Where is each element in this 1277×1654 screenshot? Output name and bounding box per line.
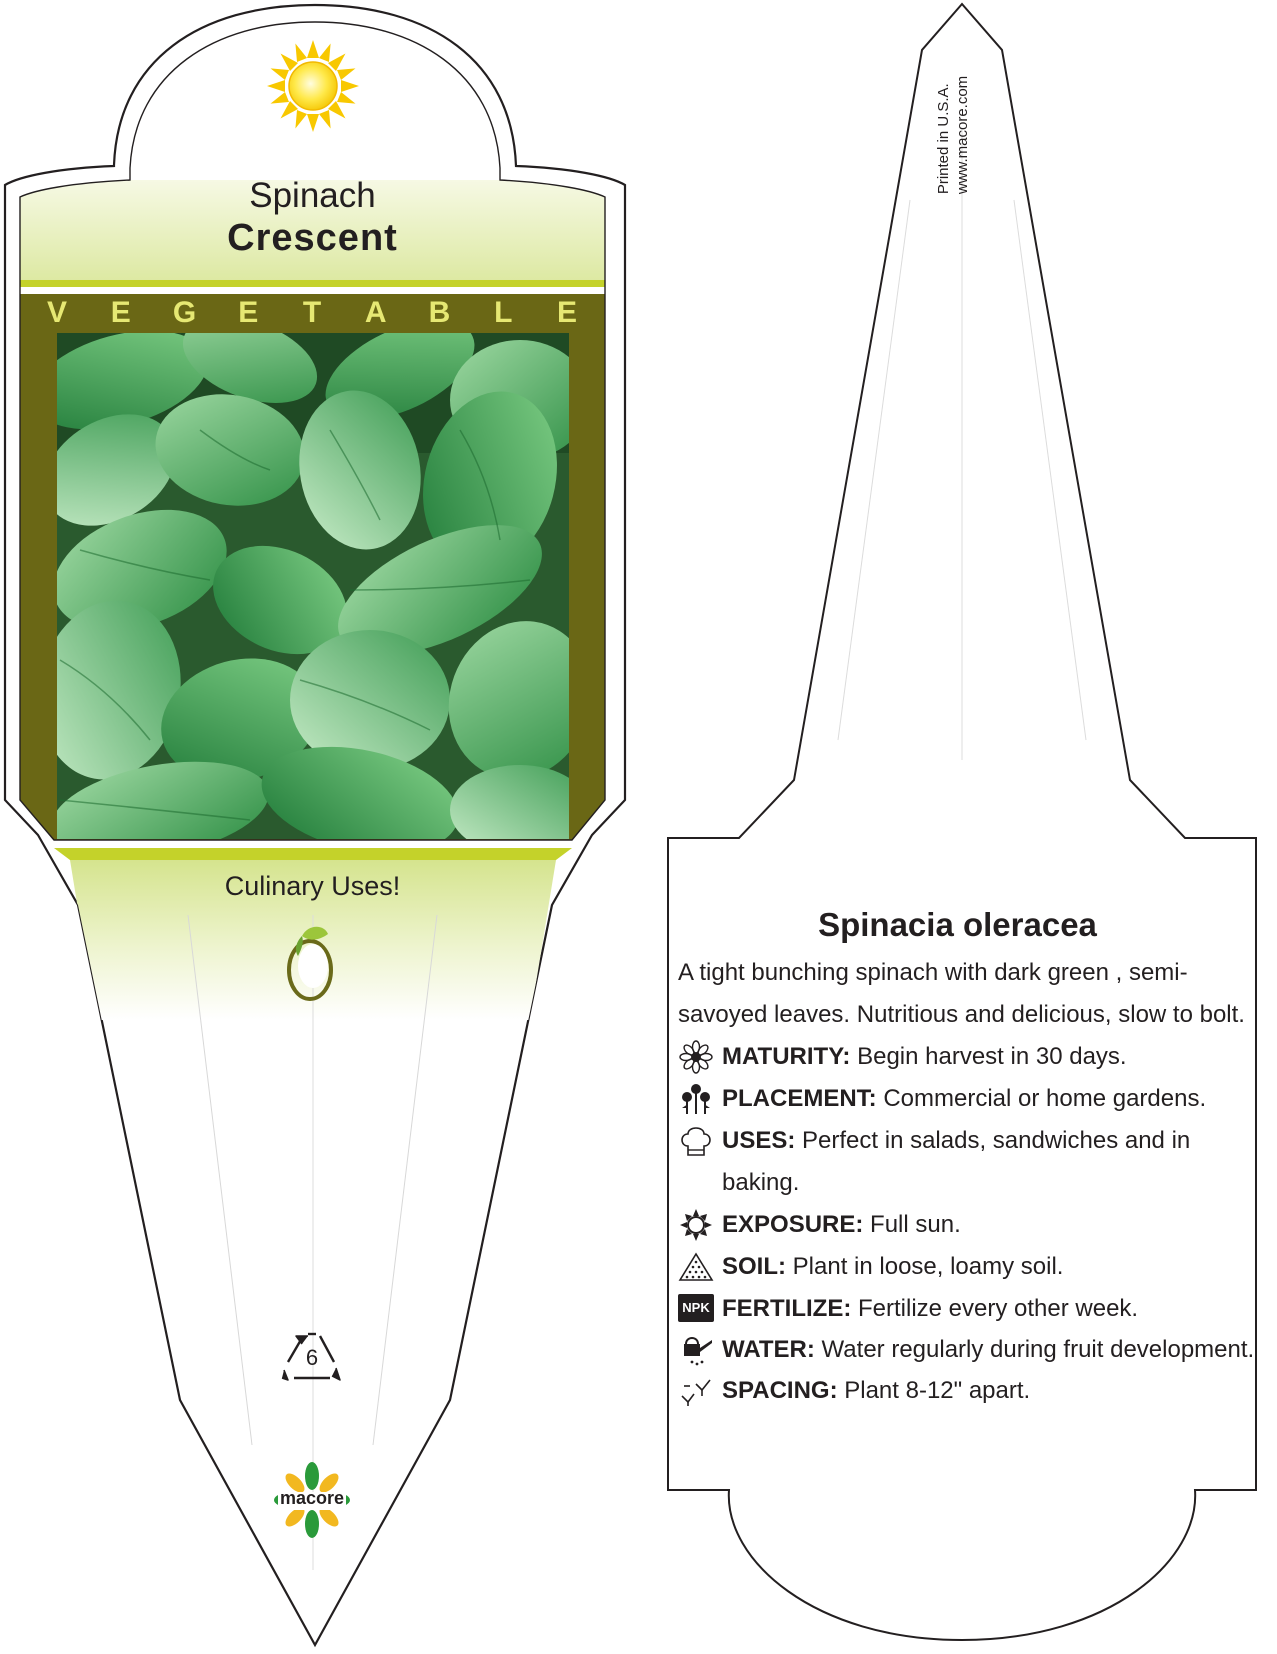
- category-letter: B: [428, 296, 451, 329]
- category-letter: E: [110, 296, 131, 329]
- care-text: Water regularly during fruit development.: [821, 1336, 1255, 1363]
- care-text: Commercial or home gardens.: [883, 1085, 1207, 1112]
- npk-icon: NPK: [678, 1294, 714, 1322]
- care-row-exposure: [678, 1204, 1268, 1246]
- care-text: Plant in loose, loamy soil.: [792, 1253, 1064, 1280]
- care-label: MATURITY:: [722, 1043, 851, 1070]
- care-label: FERTILIZE:: [722, 1295, 852, 1322]
- category-letter: V: [46, 296, 67, 329]
- recycle-number: 6: [305, 1345, 319, 1370]
- care-row-maturity: [678, 1036, 1268, 1078]
- botanical-name: Spinacia oleracea: [818, 906, 1097, 943]
- printed-in: Printed in U.S.A.: [935, 83, 952, 195]
- care-text: Begin harvest in 30 days.: [857, 1043, 1127, 1070]
- spacing-icon: [678, 1374, 714, 1408]
- care-text: Plant 8-12" apart.: [844, 1377, 1031, 1404]
- care-label: WATER:: [722, 1336, 815, 1363]
- care-row-uses: [678, 1120, 1268, 1204]
- description: A tight bunching spinach with dark green , semi-savoyed leaves. Nutritious and delicious, slow to bolt.: [678, 959, 1245, 1028]
- care-row-fertilize: [678, 1288, 1268, 1330]
- category-letter: G: [172, 296, 197, 329]
- care-text: Fertilize every other week.: [858, 1295, 1139, 1322]
- care-row-water: [678, 1330, 1268, 1370]
- care-label: EXPOSURE:: [722, 1211, 864, 1238]
- care-label: SOIL:: [722, 1253, 786, 1280]
- common-name: Spinach: [249, 176, 376, 215]
- flower-icon: [678, 1040, 714, 1074]
- care-row-placement: [678, 1078, 1268, 1120]
- care-text: Perfect in salads, sandwiches and in baking.: [722, 1127, 1191, 1196]
- care-label: SPACING:: [722, 1377, 838, 1404]
- care-row-spacing: [678, 1370, 1268, 1412]
- chef-hat-icon: [678, 1124, 714, 1158]
- plants-icon: [678, 1082, 714, 1116]
- printed-credit: [935, 45, 971, 225]
- category-letter: L: [494, 296, 513, 329]
- category-letter: E: [556, 296, 577, 329]
- soil-icon: [678, 1250, 714, 1284]
- category-letter: T: [302, 296, 322, 329]
- tagline: Culinary Uses!: [224, 871, 401, 901]
- care-label: USES:: [722, 1127, 796, 1154]
- care-text: Full sun.: [870, 1211, 961, 1238]
- care-row-soil: [678, 1246, 1268, 1288]
- category-letter: E: [238, 296, 259, 329]
- website: www.macore.com: [954, 75, 971, 195]
- care-instructions: [678, 952, 1268, 1412]
- care-label: PLACEMENT:: [722, 1085, 877, 1112]
- category-letter: A: [364, 296, 387, 329]
- brand-wordmark: macore: [279, 1488, 345, 1508]
- sun-icon: [678, 1208, 714, 1242]
- watering-can-icon: [678, 1334, 714, 1368]
- variety-name: Crescent: [227, 217, 398, 259]
